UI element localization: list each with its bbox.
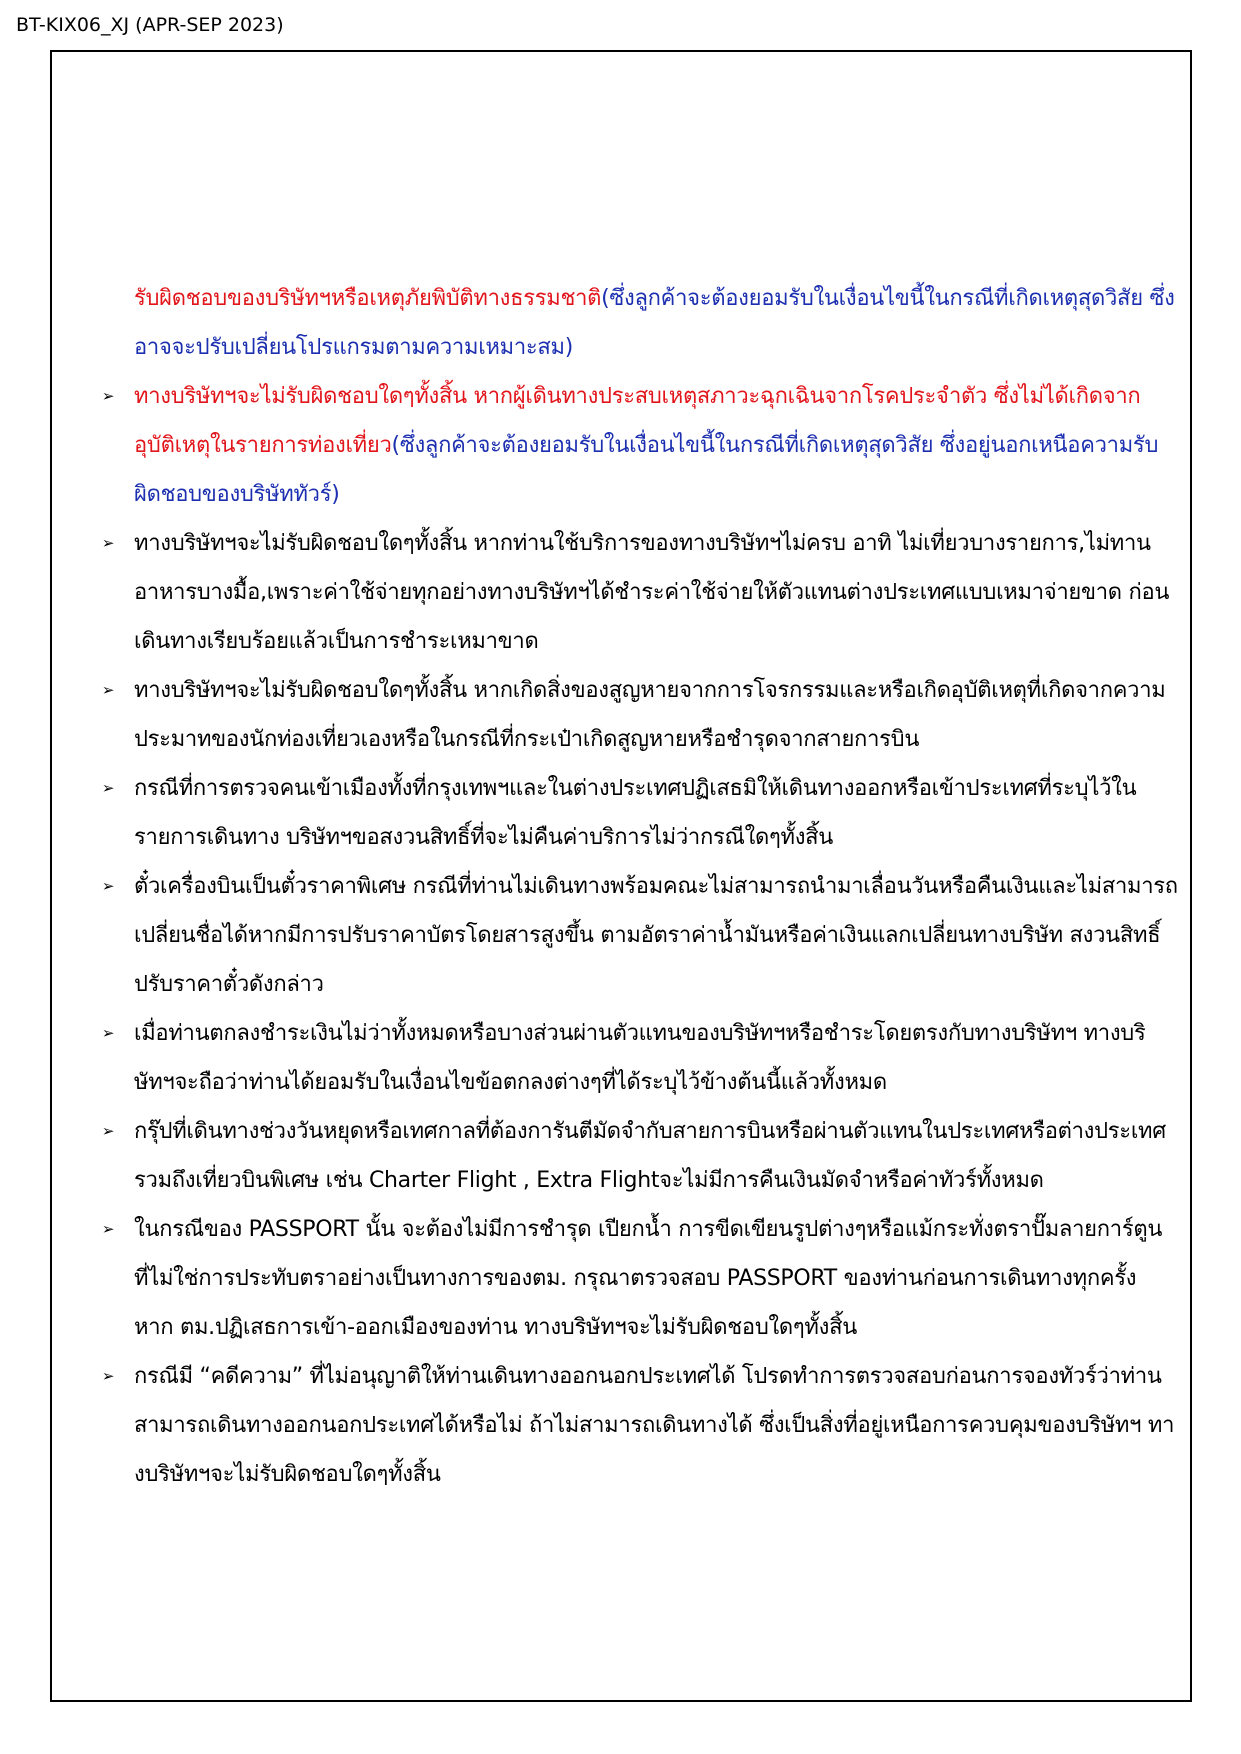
list-item bbox=[92, 1009, 1178, 1107]
bullet-arrow-icon: ➢ bbox=[101, 1367, 115, 1385]
list-item bbox=[92, 1205, 1178, 1352]
bullet-arrow-icon: ➢ bbox=[101, 1024, 115, 1042]
bullet-arrow-icon: ➢ bbox=[101, 877, 115, 895]
list-item bbox=[92, 1352, 1178, 1499]
list-item bbox=[92, 519, 1178, 666]
document-code-header: BT-KIX06_XJ (APR-SEP 2023) bbox=[16, 14, 284, 36]
item-text: ในกรณีของ PASSPORT นั้น จะต้องไม่มีการชำรุด เปียกน้ำ การขีดเขียนรูปต่างๆหรือแม้กระทั่งตราปั๊มลายการ์ตูน ที่ไม่ใช่การประทับตราอย่างเป็นทางการของตม. กรุณาตรวจสอบ PASSPORT ของท่านก่อนการเดินทางทุกครั้ง หาก ตม.ปฏิเสธการเข้า-ออกเมืองของท่าน ทางบริษัทฯจะไม่รับผิดชอบใดๆทั้งสิ้น bbox=[134, 1217, 1163, 1340]
list-item bbox=[92, 764, 1178, 862]
item-red-text: ทางบริษัทฯจะไม่รับผิดชอบใดๆทั้งสิ้น หากผู้เดินทางประสบเหตุสภาวะฉุกเฉินจากโรคประจำตัว ซึ่งไม่ได้เกิดจากอุบัติเหตุในรายการท่องเที่ยว bbox=[134, 384, 1141, 458]
item-text: ทางบริษัทฯจะไม่รับผิดชอบใดๆทั้งสิ้น หากเกิดสิ่งของสูญหายจากการโจรกรรมและหรือเกิดอุบัติเหตุที่เกิดจากความประมาทของนักท่องเที่ยวเองหรือในกรณีที่กระเป๋าเกิดสูญหายหรือชำรุดจากสายการบิน bbox=[134, 678, 1166, 752]
bullet-arrow-icon: ➢ bbox=[101, 1220, 115, 1238]
terms-content bbox=[92, 274, 1178, 1499]
list-item bbox=[92, 372, 1178, 519]
intro-red-text: รับผิดชอบของบริษัทฯหรือเหตุภัยพิบัติทางธรรมชาติ bbox=[134, 286, 602, 311]
item-text: ตั๋วเครื่องบินเป็นตั๋วราคาพิเศษ กรณีที่ท่านไม่เดินทางพร้อมคณะไม่สามารถนำมาเลื่อนวันหรือคืนเงินและไม่สามารถเปลี่ยนชื่อได้หากมีการปรับราคาบัตรโดยสารสูงขึ้น ตามอัตราค่าน้ำมันหรือค่าเงินแลกเปลี่ยนทางบริษัท สงวนสิทธิ์ปรับราคาตั๋วดังกล่าว bbox=[134, 874, 1178, 997]
bullet-arrow-icon: ➢ bbox=[101, 681, 115, 699]
intro-paragraph bbox=[92, 274, 1178, 372]
item-text: กรณีที่การตรวจคนเข้าเมืองทั้งที่กรุงเทพฯและในต่างประเทศปฏิเสธมิให้เดินทางออกหรือเข้าประเทศที่ระบุไว้ในรายการเดินทาง บริษัทฯขอสงวนสิทธิ์ที่จะไม่คืนค่าบริการไม่ว่ากรณีใดๆทั้งสิ้น bbox=[134, 776, 1137, 850]
bullet-arrow-icon: ➢ bbox=[101, 387, 115, 405]
list-item bbox=[92, 666, 1178, 764]
item-text: กรุ๊ปที่เดินทางช่วงวันหยุดหรือเทศกาลที่ต้องการันตีมัดจำกับสายการบินหรือผ่านตัวแทนในประเทศหรือต่างประเทศ รวมถึงเที่ยวบินพิเศษ เช่น Charter Flight , Extra Flightจะไม่มีการคืนเงินมัดจำหรือค่าทัวร์ทั้งหมด bbox=[134, 1119, 1166, 1193]
item-blue-text: (ซึ่งลูกค้าจะต้องยอมรับในเงื่อนไขนี้ในกรณีที่เกิดเหตุสุดวิสัย ซึ่งอยู่นอกเหนือความรับผิดชอบของบริษัททัวร์) bbox=[134, 433, 1159, 507]
intro-blue-text: (ซึ่งลูกค้าจะต้องยอมรับในเงื่อนไขนี้ในกรณีที่เกิดเหตุสุดวิสัย ซึ่งอาจจะปรับเปลี่ยนโปรแกรมตามความเหมาะสม) bbox=[134, 286, 1175, 360]
item-text: กรณีมี “คดีความ” ที่ไม่อนุญาติให้ท่านเดินทางออกนอกประเทศได้ โปรดทำการตรวจสอบก่อนการจองทัวร์ว่าท่านสามารถเดินทางออกนอกประเทศได้หรือไม่ ถ้าไม่สามารถเดินทางได้ ซึ่งเป็นสิ่งที่อยู่เหนือการควบคุมของบริษัทฯ ทางบริษัทฯจะไม่รับผิดชอบใดๆทั้งสิ้น bbox=[134, 1364, 1175, 1487]
bullet-arrow-icon: ➢ bbox=[101, 534, 115, 552]
list-item bbox=[92, 1107, 1178, 1205]
item-text: ทางบริษัทฯจะไม่รับผิดชอบใดๆทั้งสิ้น หากท่านใช้บริการของทางบริษัทฯไม่ครบ อาทิ ไม่เที่ยวบางรายการ,ไม่ทานอาหารบางมื้อ,เพราะค่าใช้จ่ายทุกอย่างทางบริษัทฯได้ชำระค่าใช้จ่ายให้ตัวแทนต่างประเทศแบบเหมาจ่ายขาด ก่อนเดินทางเรียบร้อยแล้วเป็นการชำระเหมาขาด bbox=[134, 531, 1170, 654]
item-text: เมื่อท่านตกลงชำระเงินไม่ว่าทั้งหมดหรือบางส่วนผ่านตัวแทนของบริษัทฯหรือชำระโดยตรงกับทางบริษัทฯ ทางบริษัทฯจะถือว่าท่านได้ยอมรับในเงื่อนไขข้อตกลงต่างๆที่ได้ระบุไว้ข้างต้นนี้แล้วทั้งหมด bbox=[134, 1021, 1146, 1095]
bullet-arrow-icon: ➢ bbox=[101, 1122, 115, 1140]
bullet-arrow-icon: ➢ bbox=[101, 779, 115, 797]
list-item bbox=[92, 862, 1178, 1009]
